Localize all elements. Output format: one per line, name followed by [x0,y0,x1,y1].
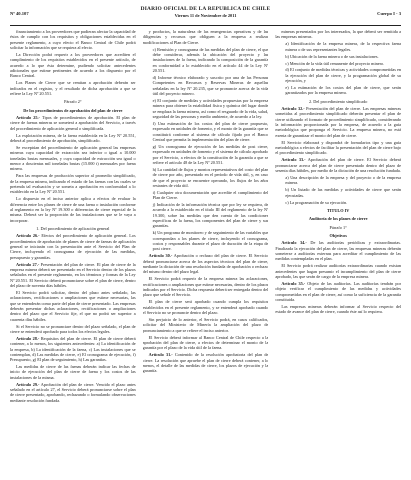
paragraph: TITULO IV [327,207,350,213]
paragraph: Lo dispuesto en el inciso anterior aplica a efectos de evaluar la diferencia entre los planes de cierre de una faena o instalación conforme al reglamento en la ley Nº 19.300 o diferencias de cierre especial de la misma. Deberá ser la proporción de las instalaciones que se le vaya a incorporar. [10,196,136,223]
paragraph: d) Informe técnico elaborado y suscrito por una de las Personas Competentes en Recursos y Reservas Mineras de aquellas señaladas en la ley Nº 20.235, que se pronuncie acerca de la vida útil del proyecto minero. [152,74,269,96]
paragraph: Artículo 34.- De las auditorías periódicas y extraordinarias. Finalizada la ejecución del plan de cierre, las empresas mineras deberán someterse a auditorías externas para acreditar el cumplimiento de las medidas contempladas en el plan. [275,240,402,262]
paragraph: i) Cualquier otra documentación que acredite el cumplimiento del Plan de Cierre. [152,189,269,201]
paragraph: Artículo 25.- Tipos de procedimientos de aprobación. El plan de cierre de faenas mineras se someterá a aprobación del Servicio, a través del procedimiento de aplicación general o simplificada. [10,115,136,131]
paragraph: e) La estimación de los costos del plan de cierre, que serán garantizados por la empresa minera. [285,85,402,96]
paragraph: Auditoría de los planes de cierre [308,216,368,222]
paragraph: El Servicio podrá realizar auditorías extraordinarias cuando existan antecedentes que hagan presumir el incumplimiento del plan de cierre aprobado, las que serán de cargo de la empresa minera. [275,263,402,279]
paragraph: mineras presentados por los interesados, la que deberá ser remitida a las empresas mineras. [275,29,402,40]
column-3 [275,29,401,475]
paragraph: Párrafo 2° [64,99,82,105]
paragraph: Sin perjuicio de lo anterior, el Servicio podrá, en casos calificados, solicitar del Ministerio de Minería la ampliación del plazo de pronunciamiento a que se refiere el inciso anterior. [142,316,269,333]
paragraph: Párrafo 1° [329,224,347,230]
paragraph: El Servicio podrá requerir de la empresa minera las aclaraciones, rectificaciones o ampliaciones que estime necesarias, dentro de los plazos indicados por el Servicio. Dicha respuesta deberá ser entregada dentro del plazo que señale el Servicio. [142,276,269,298]
paragraph: Artículo 33.- Aprobación del plan de cierre. El Servicio deberá pronunciarse acerca del plan de cierre presentado dentro del plazo de sesenta días hábiles, por medio de la dictación de una resolución fundada. [275,157,402,174]
paragraph: e) El conjunto de medidas y actividades propuestas por la empresa minera para obtener la estabilidad física y química del lugar donde se emplaza la faena minera, así como el resguardo de la vida, salud, seguridad de las personas y medio ambiente, de acuerdo a la ley. [152,97,269,119]
paragraph: De los procedimientos de aprobación del plan de cierre [23,107,123,113]
paragraph: Artículo 31.- Contenido de la resolución aprobatoria del plan de cierre. La resolución que apruebe el plan de cierre deberá contener, a lo menos, el detalle de las medidas de cierre, los plazos de ejecución y la garantía. [142,352,269,374]
paragraph: j) Indicación de la información técnica que por ley se requiera, de acuerdo a lo establecido en el título III del reglamento de la ley Nº 19.300, sobre las medidas que den cuenta de las condiciones específicas de la faena, los componentes del plan de cierre y sus garantías. [152,202,269,229]
paragraph: El Servicio elaborará y dispondrá de formularios tipo y una guía metodológica a efectos de facilitar la presentación del plan de cierre bajo el procedimiento simplificado. [275,139,402,156]
paragraph: Las empresas mineras deberán informar al Servicio respecto del estado de avance del plan de cierre, cuando éste así lo requiera. [275,303,402,315]
issue-date: Viernes 11 de Noviembre de 2011 [174,13,237,18]
paragraph: Las medidas de cierre de las faenas deberán indicar las fechas de inicio de ejecución del plan de cierre de faena y los costos de las instalaciones de la misma. [10,364,136,380]
paragraph: a) Una descripción de la empresa y del proyecto o de la empresa minera. [285,175,402,186]
paragraph: La Dirección podrá requerir a los proveedores que acrediten el cumplimiento de los requisitos establecidos en el presente artículo, de acuerdo a lo que ésta determine, pudiendo solicitar antecedentes adicionales que estime pertinentes de acuerdo a los dispuesto por el Banco Central. [10,51,136,79]
paragraph: Para las empresas de producción superior al promedio simplificado, de la empresa minera, indicando el estado de las faenas con las cuales se pretenda tal evaluación y se someta a aprobación en conformidad a lo establecido en la Ley Nº 20.551. [10,173,136,195]
paragraph: d) El conjunto de medidas técnicas y actividades comprometidas en la ejecución del plan de cierre, y la programación global de su ejecución, y [285,67,402,84]
paragraph: b) Un listado de las medidas y actividades de cierre que serán ejecutadas. [285,187,402,198]
text-columns [10,29,401,475]
paragraph: a) Identificación de la empresa minera, de la respectiva faena minera o de sus representantes legales. [285,41,402,52]
masthead [0,6,411,18]
issue-number: Nº 40.107 [10,11,29,16]
paragraph: k) Un programa de monitoreo y de seguimiento de las variables que correspondan a los planes de cierre, incluyendo el cronograma, costos y responsables durante el plazo de duración de la etapa de post cierre. [152,230,269,252]
paragraph: Si el Servicio no se pronunciare dentro del plazo señalado, el plan de cierre se entenderá aprobado para todos los efectos legales. [10,323,136,334]
paragraph: Los Planes de Cierre que se remitan a aprobación deberán ser indicados en el registro, y el resultado de dicha aprobación a que se refiere la Ley Nº 20.551. [10,80,136,96]
paragraph: La explotación minera, de la faena establecida en la Ley Nº 20.551, deberá al procedimiento de aprobación, simplificado. [10,132,136,143]
paragraph: y productos, la naturaleza de las emergencias operativas y de las diligencias y recursos que obliguen a la empresa a realizar modificaciones al Plan de Cierre. [142,29,269,45]
header-rule [10,25,401,26]
paragraph: Artículo 26.- Efectos del procedimiento de aplicación general. Los procedimientos de aprobación de planes de cierre de faenas de aplicación general se iniciarán con la presentación ante el Servicio del Plan de Cierre, incluyendo el cronograma de ejecución de las medidas, presupuesto y garantías. [10,233,136,260]
paragraph: h) La cantidad de flujos y montos representativos del costo del plan de cierre por año, presentado en el período de vida útil, y, en caso de que el proyecto se encuentre operando, los flujos de los años restantes de vida útil. [152,166,269,188]
paragraph: Artículo 32.- Presentación del plan de cierre. Las empresas mineras sometidas al procedimiento simplificado deberán presentar el plan de cierre utilizando el formato de procedimiento simplificado, considerando la información proporcionada por la empresa, de acuerdo a la guía metodológica que proponga el Servicio. La empresa minera, no está exenta de garantizar el monto del plan de cierre. [275,106,402,138]
paragraph: c) Mención de la vida útil remanente del proyecto minero. [285,60,385,66]
paragraph: El plan de cierre será aprobado cuando cumpla los requisitos establecidos en el presente reglamento, y se entenderá aprobado cuando el Servicio no se pronuncie dentro del plazo. [142,299,269,315]
paragraph: Objetivos [329,232,347,238]
paragraph: Artículo 29.- Aprobación del plan de cierre. Vencido el plazo antes señalado en el artículo 27, el Servicio deberá pronunciarse sobre el plan de cierre presentado, aprobando, rechazando o formulando observaciones mediante resolución fundada. [10,381,136,403]
paragraph: Artículo 35.- Objeto de las auditorías. Las auditorías tendrán por objeto verificar el cumplimiento de las medidas y actividades comprometidas en el plan de cierre, así como la suficiencia de la garantía constituida. [275,280,402,302]
paragraph: 2. Del procedimiento simplificado [309,98,368,104]
paragraph: Artículo 28.- Requisitos del plan de cierre. El plan de cierre deberá contener, a lo menos, los siguientes antecedentes: a) La identificación de la empresa, b) La identificación de la faena, c) Las instalaciones que se contemplan, d) Las medidas de cierre, e) El cronograma de ejecución, f) Presupuesto, g) El plan de seguimiento, h) Las garantías. [10,335,136,363]
column-2 [143,29,269,475]
paragraph: f) Una estimación de los costos del plan de cierre propuesto, expresado en unidades de fomento, y el monto de la garantía que se constituirá conforme al sistema de cálculo fijado por el Banco Central que permita la implementación del plan de cierre. [152,120,269,142]
column-1 [10,29,136,475]
paragraph: Artículo 30.- Aprobación o rechazo del plan de cierre. El Servicio deberá pronunciarse acerca de los aspectos técnicos del plan de cierre, mediante la dictación de una resolución fundada de aprobación o rechazo del mismo dentro del plazo legal. [142,253,269,275]
paragraph: El Servicio deberá informar al Banco Central de Chile respecto a la aprobación del plan de cierre, a efectos de determinar el monto de la garantía por el plazo de la vida útil de la faena. [142,334,269,351]
paragraph: g) Un cronograma de ejecución de las medidas de post cierre, expresado en unidades de fomento y el sistema de cálculo aprobado por el Servicio, a efectos de la constitución de la garantía a que se refiere el artículo 48 de la Ley Nº 20.551. [152,143,269,165]
paragraph: 1. Del procedimiento de aplicación general [36,225,110,231]
gazette-title: DIARIO OFICIAL DE LA REPUBLICA DE CHILE [140,6,271,12]
paragraph: financiamiento a los proveedores que pudieran afectar la capacidad de éstos de cumplir con los requisitos y obligaciones establecidas en el presente reglamento, a cuyo efecto el Banco Central de Chile podrá solicitar la información que se requiera al efecto. [10,29,136,51]
paragraph: Artículo 27.- Presentación del plan de cierre. El plan de cierre de la empresa minera deberá ser presentado en el Servicio dentro de los plazos señalados en el presente reglamento, en los términos y formas de la Ley Nº 20.551. El Servicio deberá pronunciarse sobre el plan de cierre, dentro del plazo de noventa días hábiles. [10,261,136,288]
paragraph: El Servicio podrá solicitar, dentro del plazo antes señalado, las aclaraciones, rectificaciones o ampliaciones que estime necesarias, las que se entenderán como parte del plan de cierre presentado. Las empresas deberán presentar dichas aclaraciones, rectificaciones o ampliaciones dentro del plazo que el Servicio fije, el que no podrá ser superior a cuarenta días hábiles. [10,289,136,322]
section-label: Cuerpo I - 3 [377,11,401,16]
page-header [0,4,411,26]
paragraph: c) La programación de su ejecución. [285,199,348,205]
paragraph: c) Remisión y cronograma de las medidas del plan de cierre, el que debe considerar, además la ubicación del proyecto y las instalaciones de la faena, indicando la composición de la garantía en conformidad a lo establecido en el artículo 44 de la Ley Nº 20.551. [152,46,269,73]
paragraph: Se exceptúan del procedimiento de aplicación general las empresas mineras cuya capacidad de extracción sea inferior o igual a 10.000 toneladas brutas mensuales, y cuya capacidad de extracción sea igual o menor a doscientas mil toneladas brutas (15.000 t) mensuales por faena minera. [10,144,136,172]
paragraph: b) Ubicación de la faena minera o de sus instalaciones. [285,53,379,59]
